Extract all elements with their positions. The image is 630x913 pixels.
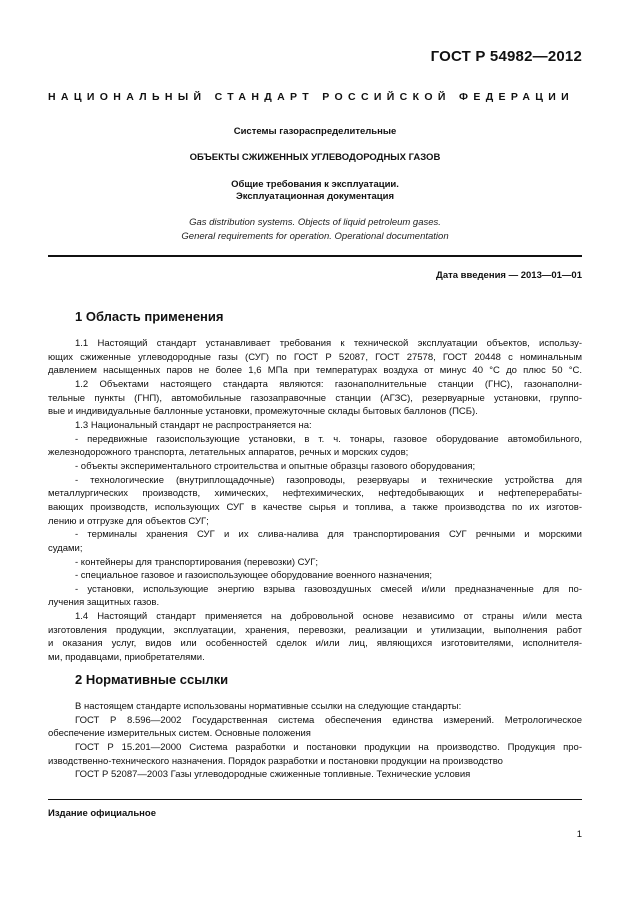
section-1-body bbox=[48, 337, 582, 665]
reference-line: ГОСТ Р 52087—2003 Газы углеводородные сжиженные топливные. Технические условия bbox=[75, 769, 471, 781]
reference-line: обеспечение измерительных систем. Основные положения bbox=[48, 728, 311, 740]
paragraph-line: судами; bbox=[48, 542, 83, 554]
official-edition-label: Издание официальное bbox=[48, 808, 156, 819]
introduction-date: Дата введения — 2013—01—01 bbox=[436, 270, 582, 281]
paragraph-line: и оказания услуг, видов или особенностей сделок и/или лиц, являющихся изготовителями, исполнителя- bbox=[48, 638, 582, 650]
title-requirements bbox=[48, 179, 582, 203]
national-standard-banner: НАЦИОНАЛЬНЫЙ СТАНДАРТ РОССИЙСКОЙ ФЕДЕРАЦИИ bbox=[48, 91, 575, 103]
english-title-line2: General requirements for operation. Operational documentation bbox=[181, 231, 449, 242]
paragraph-line: 1.4 Настоящий стандарт применяется на добровольной основе независимо от страны и/или места bbox=[75, 611, 582, 623]
title-requirements-line1: Общие требования к эксплуатации. bbox=[231, 179, 399, 190]
paragraph-line: - объекты экспериментального строительства и опытные образцы газового оборудования; bbox=[75, 460, 476, 472]
title-requirements-line2: Эксплуатационная документация bbox=[235, 191, 395, 202]
paragraph-line: ми, продавцами, приобретателями. bbox=[48, 652, 205, 664]
english-title bbox=[48, 216, 582, 244]
title-objects: ОБЪЕКТЫ СЖИЖЕННЫХ УГЛЕВОДОРОДНЫХ ГАЗОВ bbox=[189, 152, 441, 163]
english-title-line1: Gas distribution systems. Objects of liquid petroleum gases. bbox=[189, 217, 441, 228]
paragraph-line: давлением насыщенных паров не более 1,6 МПа при температурах воздуха от минус 40 °С до плюс 50 °С. bbox=[48, 365, 582, 377]
paragraph-line: 1.1 Настоящий стандарт устанавливает требования к технической эксплуатации объектов, использу- bbox=[75, 338, 582, 349]
document-number: ГОСТ Р 54982—2012 bbox=[430, 48, 582, 65]
paragraph-line: лению и отгрузке для объектов СУГ; bbox=[48, 515, 209, 527]
paragraph-line: - технологические (внутриплощадочные) газопроводы, резервуары и технические устройства для bbox=[75, 474, 582, 486]
footer-divider bbox=[48, 799, 582, 800]
paragraph-line: 1.2 Объектами настоящего стандарта являются: газонаполнительные станции (ГНС), газонаполни- bbox=[75, 378, 582, 390]
paragraph-line: - установки, использующие энергию взрыва газовоздушных смесей и/или предназначенные для по- bbox=[75, 583, 582, 595]
paragraph-line: тельные пункты (ГНП), автомобильные газозаправочные станции (АГЗС), резервуарные установки, группо- bbox=[48, 392, 582, 404]
section-2-heading: 2 Нормативные ссылки bbox=[75, 672, 229, 687]
section-1-heading: 1 Область применения bbox=[75, 309, 224, 324]
paragraph-line: лучения защитных газов. bbox=[48, 597, 160, 609]
section-2-body bbox=[48, 700, 582, 782]
paragraph-line: вые и индивидуальные баллонные установки, промежуточные склады бытовых баллонов (ПСБ). bbox=[48, 406, 478, 418]
paragraph-line: изготовления продукции, эксплуатации, хранения, перевозки, реализации и утилизации, выполнения работ bbox=[48, 624, 582, 636]
paragraph-line: вающих производств, использующих СУГ в качестве сырья и топлива, а также производства по их изготов- bbox=[48, 501, 582, 513]
paragraph-line: 1.3 Национальный стандарт не распространяется на: bbox=[75, 419, 312, 431]
paragraph-line: - передвижные газоиспользующие установки, в т. ч. тонары, газовое оборудование автомобильного, bbox=[75, 433, 582, 445]
title-divider bbox=[48, 255, 582, 257]
paragraph-line: - специальное газовое и газоиспользующее оборудование военного назначения; bbox=[75, 570, 433, 582]
paragraph-line: В настоящем стандарте использованы нормативные ссылки на следующие стандарты: bbox=[75, 701, 462, 712]
paragraph-line: - контейнеры для транспортирования (перевозки) СУГ; bbox=[75, 556, 319, 568]
paragraph-line: металлургических производств, химических, нефтехимических, нефтедобывающих и нефтеперерабаты- bbox=[48, 488, 582, 500]
paragraph-line: - терминалы хранения СУГ и их слива-налива для транспортирования СУГ речными и морскими bbox=[75, 529, 582, 541]
page-number: 1 bbox=[576, 829, 582, 840]
paragraph-line: железнодорожного транспорта, летательных аппаратов, речных и морских судов; bbox=[48, 447, 409, 459]
paragraph-line: ющих сжиженные углеводородные газы (СУГ) по ГОСТ Р 52087, ГОСТ 27578, ГОСТ 20448 с номинальным bbox=[48, 351, 582, 363]
reference-line: изводственно-технического назначения. Порядок разработки и постановки продукции на производство bbox=[48, 755, 503, 767]
reference-line: ГОСТ Р 15.201—2000 Система разработки и постановки продукции на производство. Продукция про- bbox=[75, 741, 582, 753]
reference-line: ГОСТ Р 8.596—2002 Государственная система обеспечения единства измерений. Метрологическое bbox=[75, 714, 582, 726]
title-systems: Системы газораспределительные bbox=[233, 126, 397, 137]
